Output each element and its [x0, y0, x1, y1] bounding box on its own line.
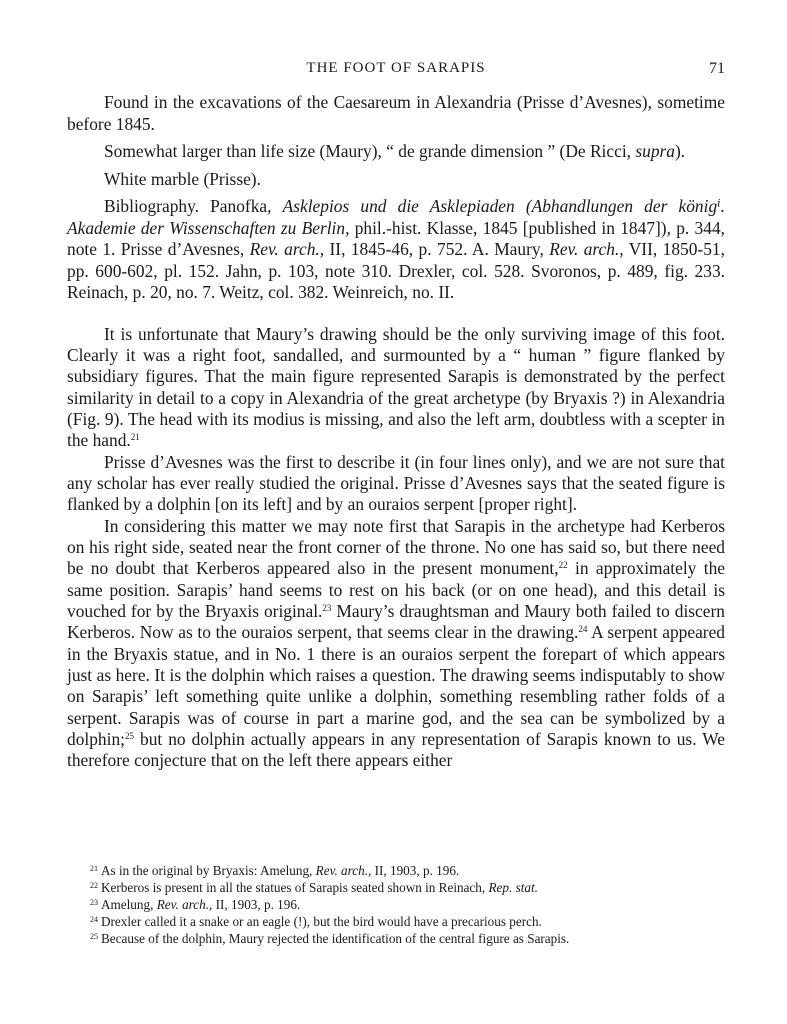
paragraph: In considering this matter we may note first that Sarapis in the archetype had Kerberos on his right side, seated near the front corner of the throne. No one has said so, but there need be no doubt that Kerberos appeared also in the present monument,$^{22}$ in approximately the same position. Sarapis’ hand seems to rest on his back (or on one head), and this detail is vouched for by the Bryaxis original.$^{23}$ Maury’s draughtsman and Maury both failed to discern Kerberos. Now as to the ouraios serpent, that seems clear in the drawing.$^{24}$ A serpent appeared in the Bryaxis statue, and in No. 1 there is an ouraios serpent the forepart of which appears just as here. It is the dolphin which raises a question. The drawing seems indisputably to show on Sarapis’ left something quite unlike a dolphin, something resembling rather folds of a serpent. Sarapis was of course in part a marine god, and the sea can be symbolized by a dolphin;$^{25}$ but no dolphin actually appears in any representation of Sarapis known to us. We therefore conjecture that on the left there appears either — [67, 515, 725, 771]
bibliography: Bibliography. Panofka, Asklepios und die Asklepiaden (Abhandlungen der königⁱ. Akademie der Wissenschaften zu Berlin, phil.-hist. Klasse, 1845 [published in 1847]), p. 344, note 1. Prisse d’Avesnes, Rev. arch., II, 1845-46, p. 752. A. Maury, Rev. arch., VII, 1850-51, pp. 600-602, pl. 152. Jahn, p. 103, note 310. Drexler, col. 528. Svoronos, p. 489, fig. 233. Reinach, p. 20, no. 7. Weitz, col. 382. Weinreich, no. II. — [67, 196, 725, 302]
size-note: Somewhat larger than life size (Maury), “ de grande dimension ” (De Ricci, supra). — [104, 141, 686, 161]
catalogue-entry — [67, 92, 725, 304]
findspot: Found in the excavations of the Caesareum in Alexandria (Prisse d’Avesnes), sometime before 1845. — [67, 92, 725, 134]
footnote: $^{21}$ As in the original by Bryaxis: Amelung, Rev. arch., II, 1903, p. 196. — [90, 863, 460, 878]
paragraph: It is unfortunate that Maury’s drawing should be the only surviving image of this foot. Clearly it was a right foot, sandalled, and surmounted by a “ human ” figure flanked by subsidiary figures. That the main figure represented Sarapis is demonstrated by the perfect similarity in detail to a copy in Alexandria of the great archetype (by Bryaxis ?) in Alexandria (Fig. 9). The head with its modius is missing, and also the left arm, doubtless with a scepter in the hand.$^{21}$ — [67, 323, 725, 451]
main-text — [67, 324, 725, 772]
page-number: 71 — [709, 60, 725, 77]
footnote: $^{23}$ Amelung, Rev. arch., II, 1903, p. 196. — [90, 897, 301, 912]
footnote: $^{22}$ Kerberos is present in all the statues of Sarapis seated shown in Reinach, Rep. stat. — [90, 880, 538, 895]
paragraph: Prisse d’Avesnes was the first to describe it (in four lines only), and we are not sure that any scholar has ever really studied the original. Prisse d’Avesnes says that the seated figure is flanked by a dolphin [on its left] and by an ouraios serpent [proper right]. — [67, 451, 725, 515]
footnote: $^{25}$ Because of the dolphin, Maury rejected the identification of the central figure as Sarapis. — [90, 931, 570, 946]
footnote: $^{24}$ Drexler called it a snake or an eagle (!), but the bird would have a precarious perch. — [90, 914, 542, 929]
material-note: White marble (Prisse). — [104, 168, 261, 189]
page — [67, 56, 725, 772]
footnotes — [90, 862, 730, 947]
footnote-ref: 21 — [130, 432, 140, 443]
running-title: THE FOOT OF SARAPIS — [306, 60, 486, 76]
footnote-ref: 24 — [578, 624, 588, 635]
footnote-ref: 25 — [124, 731, 134, 742]
footnote-ref: 22 — [558, 560, 568, 571]
running-head — [67, 56, 725, 82]
footnote-ref: 23 — [322, 602, 332, 613]
